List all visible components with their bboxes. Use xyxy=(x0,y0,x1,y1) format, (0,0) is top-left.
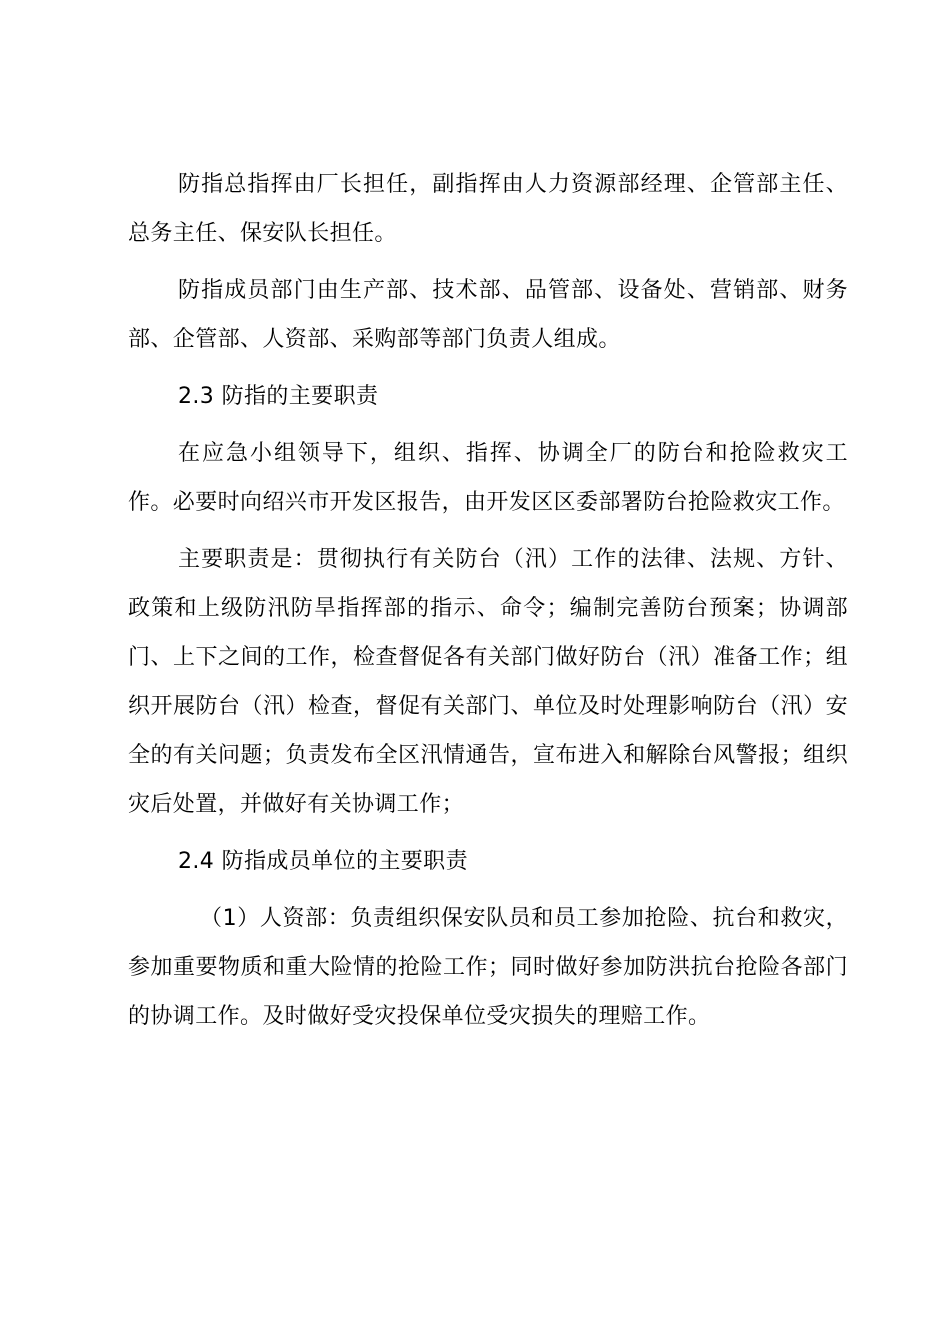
paragraph-member-departments: 防指成员部门由生产部、技术部、品管部、设备处、营销部、财务部、企管部、人资部、采购部等部门负责人组成。 xyxy=(128,278,848,352)
document-body xyxy=(128,160,848,1041)
paragraph-hr-duties: （1）人资部：负责组织保安队员和员工参加抢险、抗台和救灾，参加重要物质和重大险情的抢险工作；同时做好参加防洪抗台抢险各部门的协调工作。及时做好受灾投保单位受灾损失的理赔工作。 xyxy=(128,906,848,1029)
paragraph-commander: 防指总指挥由厂长担任，副指挥由人力资源部经理、企管部主任、总务主任、保安队长担任。 xyxy=(128,172,848,246)
section-heading-2-3: 2.3 防指的主要职责 xyxy=(178,384,379,409)
section-heading-2-4: 2.4 防指成员单位的主要职责 xyxy=(178,849,468,874)
paragraph-leadership: 在应急小组领导下，组织、指挥、协调全厂的防台和抢险救灾工作。必要时向绍兴市开发区报告，由开发区区委部署防台抢险救灾工作。 xyxy=(128,441,848,515)
paragraph-main-duties: 主要职责是：贯彻执行有关防台（汛）工作的法律、法规、方针、政策和上级防汛防旱指挥部的指示、命令；编制完善防台预案；协调部门、上下之间的工作，检查督促各有关部门做好防台（汛）准备工作；组织开展防台（汛）检查，督促有关部门、单位及时处理影响防台（汛）安全的有关问题；负责发布全区汛情通告，宣布进入和解除台风警报；组织灾后处置，并做好有关协调工作； xyxy=(128,547,848,817)
